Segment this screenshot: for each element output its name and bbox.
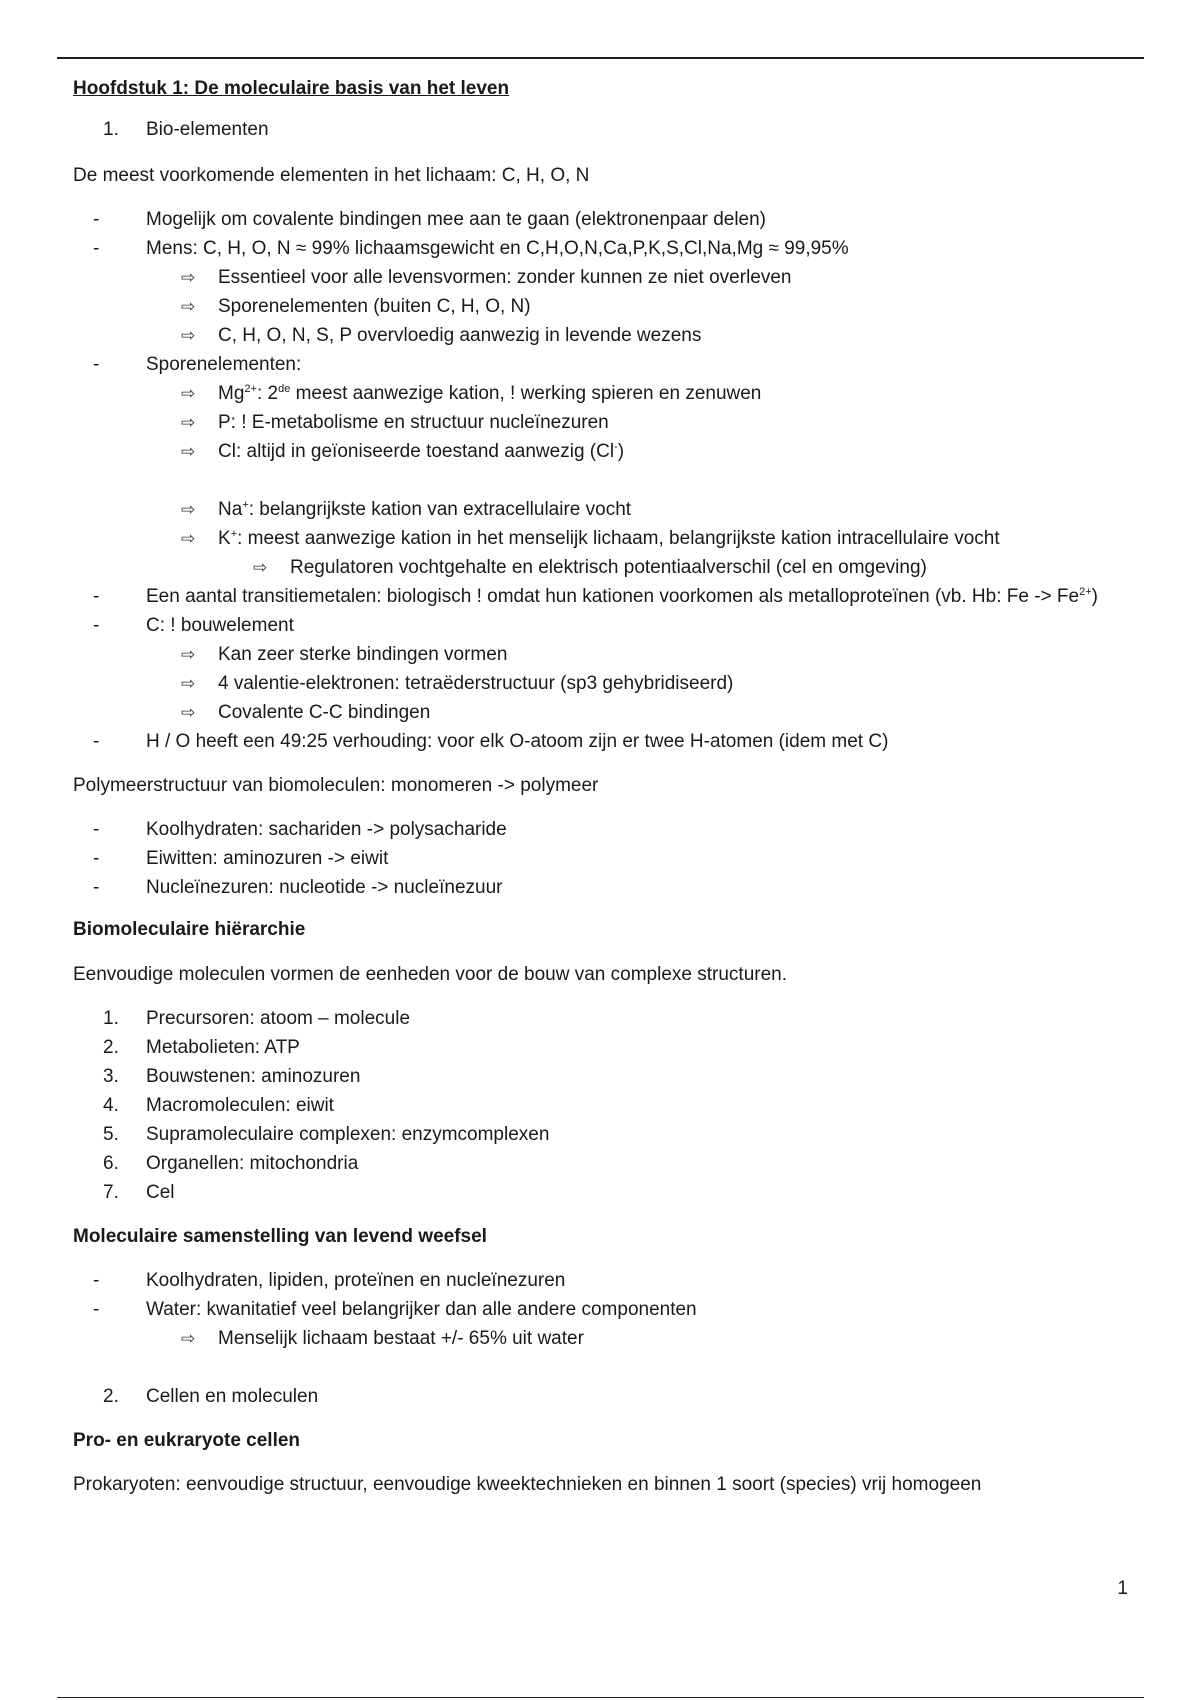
- dash-bullet: -: [93, 354, 100, 375]
- arrow-icon: ⇨: [181, 703, 196, 722]
- section-number: 2.: [103, 1386, 119, 1407]
- section-heading: Moleculaire samenstelling van levend weefsel: [73, 1226, 487, 1247]
- section-title: Bio-elementen: [146, 119, 269, 140]
- sub-bullet-text: C, H, O, N, S, P overvloedig aanwezig in levende wezens: [218, 325, 702, 346]
- item-text: Supramoleculaire complexen: enzymcomplexen: [146, 1124, 550, 1145]
- item-number: 2.: [103, 1037, 119, 1058]
- numbered-item: [73, 1149, 1143, 1178]
- section-1-heading: [73, 115, 1143, 144]
- section-number: 1.: [103, 119, 119, 140]
- numbered-item: [73, 1091, 1143, 1120]
- sub-sub-bullet-item: [73, 553, 1143, 582]
- sub-bullet-text: Menselijk lichaam bestaat +/- 65% uit water: [218, 1328, 584, 1349]
- item-text: Bouwstenen: aminozuren: [146, 1066, 361, 1087]
- dash-bullet: -: [93, 615, 100, 636]
- dash-bullet: -: [93, 877, 100, 898]
- paragraph: Eenvoudige moleculen vormen de eenheden voor de bouw van complexe structuren.: [73, 964, 788, 985]
- arrow-icon: ⇨: [181, 674, 196, 693]
- sub-bullet-text: Kan zeer sterke bindingen vormen: [218, 644, 508, 665]
- dash-bullet: -: [93, 848, 100, 869]
- numbered-item: [73, 1120, 1143, 1149]
- sub-bullet-item: [73, 437, 1143, 466]
- bullet-text: Koolhydraten: sachariden -> polysacharide: [146, 819, 507, 840]
- dash-bullet: -: [93, 238, 100, 259]
- item-text: Cel: [146, 1182, 175, 1203]
- bullet-text: Koolhydraten, lipiden, proteïnen en nucleïnezuren: [146, 1270, 566, 1291]
- paragraph: Polymeerstructuur van biomoleculen: monomeren -> polymeer: [73, 775, 599, 796]
- arrow-icon: ⇨: [253, 558, 268, 577]
- arrow-icon: ⇨: [181, 500, 196, 519]
- sub-bullet-item: [73, 379, 1143, 408]
- bullet-item: [73, 582, 1143, 611]
- bullet-item: [73, 815, 1143, 844]
- item-number: 7.: [103, 1182, 119, 1203]
- item-text: Organellen: mitochondria: [146, 1153, 359, 1174]
- bullet-item: [73, 1295, 1143, 1324]
- bullet-text: Een aantal transitiemetalen: biologisch ! omdat hun kationen voorkomen als metalloproteïnen (vb. Hb: $Fe -> Fe^{2+}$): [146, 586, 1098, 607]
- item-number: 5.: [103, 1124, 119, 1145]
- sub-bullet-text: $Mg^{2+}$: 2de meest aanwezige kation, ! werking spieren en zenuwen: [218, 383, 762, 404]
- numbered-item: [73, 1004, 1143, 1033]
- top-rule: [57, 57, 1144, 59]
- sub-bullet-item: [73, 669, 1143, 698]
- numbered-item: [73, 1033, 1143, 1062]
- item-number: 6.: [103, 1153, 119, 1174]
- bullet-item: [73, 350, 1143, 379]
- bullet-item: [73, 1266, 1143, 1295]
- sub-bullet-text: Cl: altijd in geïoniseerde toestand aanwezig (Cl-): [218, 441, 625, 462]
- item-number: 3.: [103, 1066, 119, 1087]
- sub-bullet-item: [73, 524, 1143, 553]
- arrow-icon: ⇨: [181, 413, 196, 432]
- sub-bullet-text: P: ! E-metabolisme en structuur nucleïnezuren: [218, 412, 609, 433]
- sub-bullet-text: Sporenelementen (buiten C, H, O, N): [218, 296, 531, 317]
- section-heading: Pro- en eukraryote cellen: [73, 1430, 301, 1451]
- sub-bullet-text: K+: meest aanwezige kation in het menselijk lichaam, belangrijkste kation intracellulaire vocht: [218, 528, 1000, 549]
- bullet-item: [73, 234, 1143, 263]
- page-number: 1: [1117, 1578, 1128, 1599]
- arrow-icon: ⇨: [181, 645, 196, 664]
- sub-sub-bullet-text: Regulatoren vochtgehalte en elektrisch potentiaalverschil (cel en omgeving): [290, 557, 927, 578]
- arrow-icon: ⇨: [181, 326, 196, 345]
- numbered-item: [73, 1062, 1143, 1091]
- dash-bullet: -: [93, 586, 100, 607]
- dash-bullet: -: [93, 1270, 100, 1291]
- bottom-rule: [57, 1697, 1144, 1698]
- arrow-icon: ⇨: [181, 442, 196, 461]
- sub-bullet-text: Essentieel voor alle levensvormen: zonder kunnen ze niet overleven: [218, 267, 792, 288]
- sub-bullet-item: [73, 292, 1143, 321]
- section-2-heading: [73, 1382, 1143, 1411]
- numbered-item: [73, 1178, 1143, 1207]
- arrow-icon: ⇨: [181, 268, 196, 287]
- sub-bullet-text: Na+: belangrijkste kation van extracellulaire vocht: [218, 499, 632, 520]
- bullet-text: C: ! bouwelement: [146, 615, 294, 636]
- bullet-text: Sporenelementen:: [146, 354, 302, 375]
- arrow-icon: ⇨: [181, 1329, 196, 1348]
- arrow-icon: ⇨: [181, 529, 196, 548]
- bullet-item: [73, 727, 1143, 756]
- bullet-item: [73, 205, 1143, 234]
- item-text: Precursoren: atoom – molecule: [146, 1008, 411, 1029]
- chapter-title: Hoofdstuk 1: De moleculaire basis van het leven: [73, 78, 510, 99]
- dash-bullet: -: [93, 731, 100, 752]
- sub-bullet-item: [73, 640, 1143, 669]
- dash-bullet: -: [93, 209, 100, 230]
- sub-bullet-text: Covalente C-C bindingen: [218, 702, 431, 723]
- bullet-text: Eiwitten: aminozuren -> eiwit: [146, 848, 389, 869]
- bullet-item: [73, 611, 1143, 640]
- bullet-item: [73, 844, 1143, 873]
- bullet-text: Nucleïnezuren: nucleotide -> nucleïnezuur: [146, 877, 503, 898]
- bullet-text: H / O heeft een 49:25 verhouding: voor elk O-atoom zijn er twee H-atomen (idem met C): [146, 731, 889, 752]
- sub-bullet-item: [73, 698, 1143, 727]
- sub-bullet-text: 4 valentie-elektronen: tetraëderstructuur (sp3 gehybridiseerd): [218, 673, 734, 694]
- sub-bullet-item: [73, 1324, 1143, 1353]
- bullet-item: [73, 873, 1143, 902]
- item-number: 1.: [103, 1008, 119, 1029]
- bullet-text: Mens: C, H, O, N ≈ 99% lichaamsgewicht en C,H,O,N,Ca,P,K,S,Cl,Na,Mg ≈ 99,95%: [146, 238, 849, 259]
- section-title: Cellen en moleculen: [146, 1386, 319, 1407]
- bullet-text: Mogelijk om covalente bindingen mee aan te gaan (elektronenpaar delen): [146, 209, 767, 230]
- bullet-text: Water: kwanitatief veel belangrijker dan alle andere componenten: [146, 1299, 697, 1320]
- item-text: Macromoleculen: eiwit: [146, 1095, 334, 1116]
- item-text: Metabolieten: ATP: [146, 1037, 300, 1058]
- sub-bullet-item: [73, 321, 1143, 350]
- arrow-icon: ⇨: [181, 384, 196, 403]
- section-heading: Biomoleculaire hiërarchie: [73, 919, 306, 940]
- paragraph: Prokaryoten: eenvoudige structuur, eenvoudige kweektechnieken en binnen 1 soort (species) vrij homogeen: [73, 1474, 982, 1495]
- sub-bullet-item: [73, 263, 1143, 292]
- dash-bullet: -: [93, 1299, 100, 1320]
- item-number: 4.: [103, 1095, 119, 1116]
- sub-bullet-item: [73, 408, 1143, 437]
- intro-paragraph: De meest voorkomende elementen in het lichaam: C, H, O, N: [73, 165, 590, 186]
- document-body: [73, 74, 1143, 1499]
- sub-bullet-item: [73, 495, 1143, 524]
- arrow-icon: ⇨: [181, 297, 196, 316]
- dash-bullet: -: [93, 819, 100, 840]
